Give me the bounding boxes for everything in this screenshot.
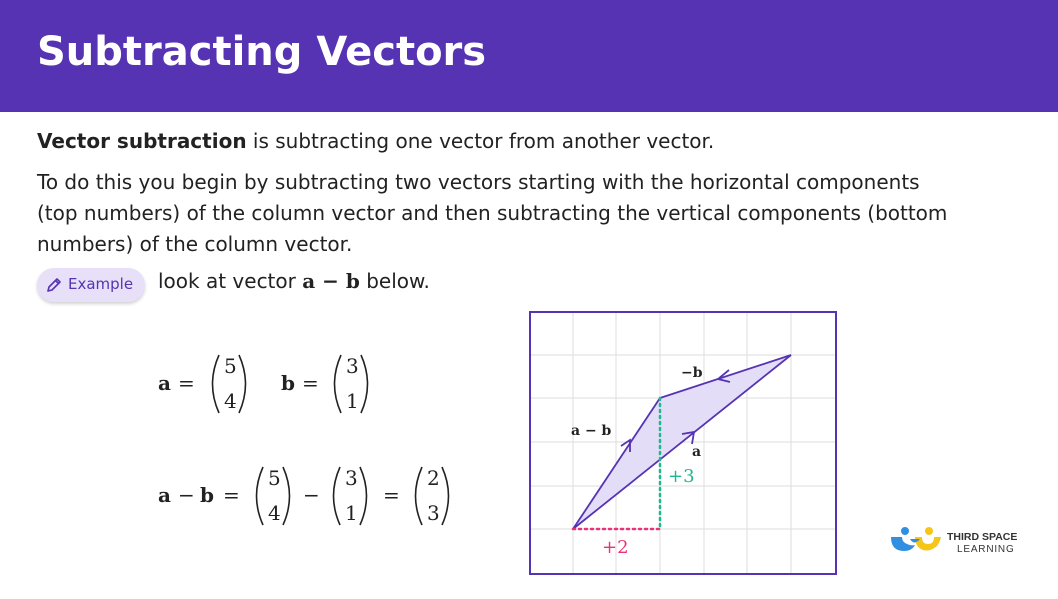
eq-a-top: 5 bbox=[224, 354, 237, 378]
logo-mark-icon bbox=[891, 527, 941, 551]
logo-text-line-1: THIRD SPACE bbox=[947, 531, 1018, 543]
eq-result-top: 2 bbox=[427, 466, 440, 490]
eq-v1-bottom: 4 bbox=[268, 501, 281, 525]
label-plus-2: +2 bbox=[602, 537, 629, 558]
eq-b-paren-right bbox=[361, 355, 368, 413]
explanation-line-3: numbers) of the column vector. bbox=[37, 232, 353, 256]
eq-v1-top: 5 bbox=[268, 466, 281, 490]
eq-b-paren-left bbox=[335, 355, 342, 413]
intro-bold-term: Vector subtraction bbox=[37, 129, 247, 153]
grid bbox=[531, 313, 835, 573]
eq-a-paren-left bbox=[213, 355, 220, 413]
eq-diff-minus: − bbox=[178, 483, 195, 507]
eq-a-paren-right bbox=[239, 355, 246, 413]
logo-text-line-2: LEARNING bbox=[957, 544, 1015, 555]
intro-rest: is subtracting one vector from another vector. bbox=[246, 129, 715, 153]
label-a: a bbox=[692, 444, 702, 460]
eq-v1-paren-left bbox=[257, 467, 264, 525]
eq-a-label: a bbox=[158, 371, 171, 395]
eq-v2-bottom: 1 bbox=[345, 501, 358, 525]
eq-diff-equals-2: = bbox=[383, 483, 400, 507]
graph-border bbox=[530, 312, 836, 574]
eq-diff-a: a bbox=[158, 483, 171, 507]
vector-graph bbox=[529, 311, 837, 575]
eq-v2-paren-left bbox=[334, 467, 341, 525]
eq-diff-minus-2: − bbox=[303, 483, 320, 507]
example-label: Example bbox=[68, 275, 134, 293]
example-text-after: below. bbox=[359, 269, 430, 293]
eq-b-top: 3 bbox=[346, 354, 359, 378]
eq-result-bottom: 3 bbox=[427, 501, 440, 525]
explanation-line-2: (top numbers) of the column vector and then subtracting the vertical components (bottom bbox=[37, 201, 948, 225]
label-neg-b: −b bbox=[681, 365, 703, 381]
label-a-minus-b: a − b bbox=[571, 423, 612, 439]
third-space-learning-logo bbox=[890, 524, 1040, 558]
explanation-line-1: To do this you begin by subtracting two vectors starting with the horizontal components bbox=[37, 170, 920, 194]
eq-diff-equals-1: = bbox=[223, 483, 240, 507]
eq-a-bottom: 4 bbox=[224, 389, 237, 413]
page-title: Subtracting Vectors bbox=[37, 29, 487, 75]
eq-b-label: b bbox=[281, 371, 295, 395]
eq-v1-paren-right bbox=[283, 467, 290, 525]
eq-diff-b: b bbox=[200, 483, 214, 507]
equations-panel bbox=[0, 0, 520, 599]
eq-b-equals: = bbox=[302, 371, 319, 395]
label-plus-3: +3 bbox=[668, 466, 695, 487]
example-text-before: look at vector bbox=[158, 269, 303, 293]
eq-result-paren-right bbox=[442, 467, 449, 525]
eq-b-bottom: 1 bbox=[346, 389, 359, 413]
eq-result-paren-left bbox=[416, 467, 423, 525]
eq-v2-paren-right bbox=[360, 467, 367, 525]
example-math: a − b bbox=[302, 269, 360, 293]
eq-v2-top: 3 bbox=[345, 466, 358, 490]
eq-a-equals: = bbox=[178, 371, 195, 395]
